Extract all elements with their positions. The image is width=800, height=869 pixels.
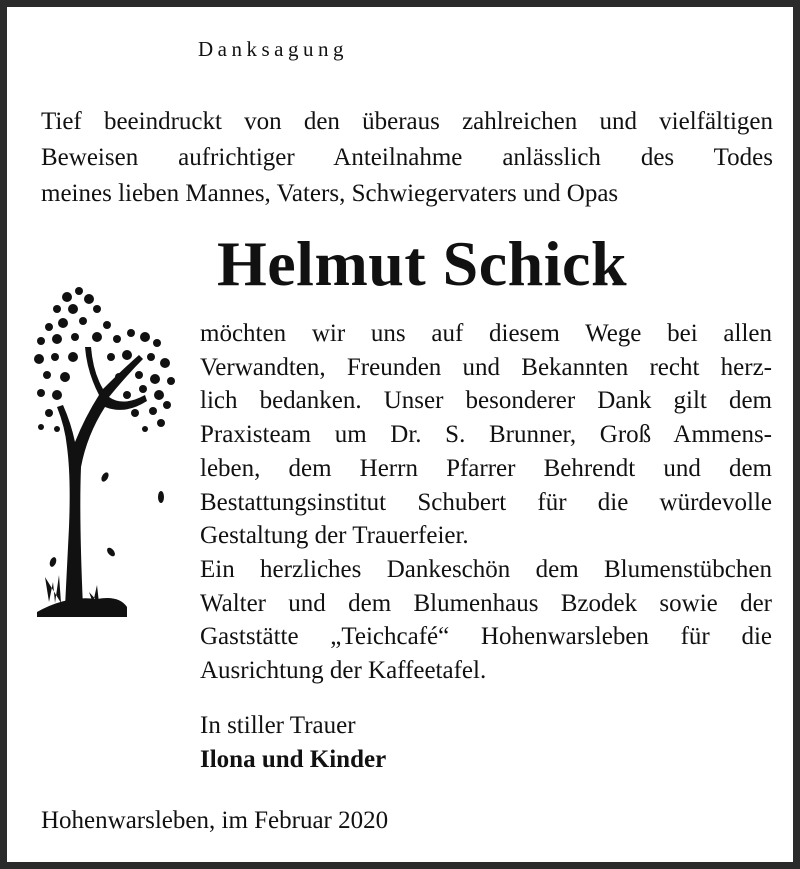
thanks-line: Walter und dem Blumenhaus Bzodek sowie der xyxy=(200,589,772,617)
signers: Ilona und Kinder xyxy=(200,746,387,773)
thanks-line: Bestattungsinstitut Schubert für die würdevolle xyxy=(200,488,772,516)
deceased-name: Helmut Schick xyxy=(216,228,628,299)
closing-block xyxy=(200,709,386,777)
thanks-line: leben, dem Herrn Pfarrer Behrendt und dem xyxy=(200,454,772,482)
intro-line: Beweisen aufrichtiger Anteilnahme anlässlich des Todes xyxy=(41,144,773,171)
thanks-line: Praxisteam um Dr. S. Brunner, Groß Ammens- xyxy=(200,421,772,449)
thanks-line: Gaststätte „Teichcafé“ Hohenwarsleben für die xyxy=(200,623,772,651)
thanks-line: Verwandten, Freunden und Bekannten recht herz- xyxy=(200,353,772,381)
intro-text xyxy=(41,104,773,212)
tree-icon xyxy=(27,277,187,627)
thanks-line: lich bedanken. Unser besonderer Dank gilt dem xyxy=(200,387,772,415)
thanks-line: möchten wir uns auf diesem Wege bei allen xyxy=(200,320,772,347)
thanks-line: Ein herzliches Dankeschön dem Blumenstübchen xyxy=(200,555,772,583)
intro-line: Tief beeindruckt von den überaus zahlreichen und vielfältigen xyxy=(41,108,773,135)
place-date: Hohenwarsleben, im Februar 2020 xyxy=(41,807,389,834)
thanks-line: Ausrichtung der Kaffeetafel. xyxy=(200,657,487,685)
thanks-text xyxy=(200,317,772,688)
intro-line: meines lieben Mannes, Vaters, Schwiegervaters und Opas xyxy=(41,180,619,207)
heading: Danksagung xyxy=(198,37,348,61)
closing-phrase: In stiller Trauer xyxy=(200,712,356,739)
thanks-line: Gestaltung der Trauerfeier. xyxy=(200,522,469,550)
